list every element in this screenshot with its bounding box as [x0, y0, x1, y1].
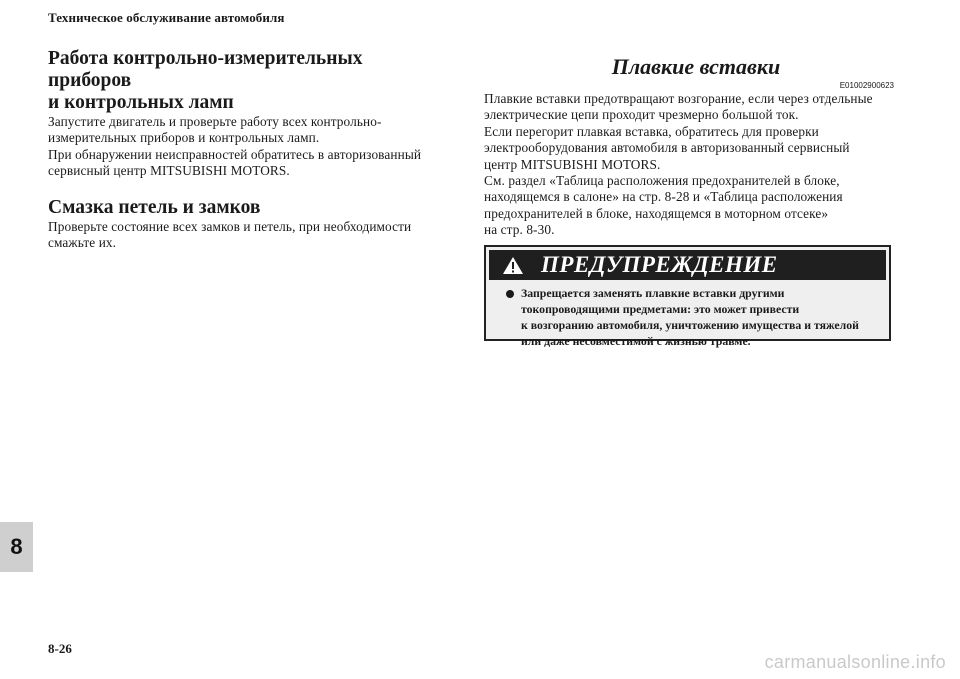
body-line: центр MITSUBISHI MOTORS. — [484, 156, 661, 172]
section-body-instruments — [48, 114, 440, 180]
section-title-hinges: Смазка петель и замков — [48, 196, 261, 218]
body-line: электрооборудования автомобиля в авторизованный сервисный — [484, 140, 850, 156]
running-header: Техническое обслуживание автомобиля — [48, 10, 285, 25]
warning-body — [486, 283, 889, 349]
warning-line: к возгоранию автомобиля, уничтожению имущества и тяжелой — [521, 318, 859, 332]
document-code: E01002900623 — [839, 81, 894, 90]
warning-triangle-icon — [502, 256, 524, 275]
section-title-line: Работа контрольно-измерительных приборов — [48, 48, 363, 91]
watermark: carmanualsonline.info — [764, 652, 946, 672]
section-title-instruments — [48, 48, 440, 114]
bullet-icon — [506, 290, 514, 298]
section-title-line: и контрольных ламп — [48, 92, 234, 113]
body-line: Плавкие вставки предотвращают возгорание, если через отдельные — [484, 91, 873, 106]
body-line: находящемся в салоне» на стр. 8-28 и «Таблица расположения — [484, 189, 843, 205]
section-body-hinges — [48, 219, 440, 252]
warning-line: или даже несовместимой с жизнью травме. — [521, 334, 751, 348]
body-line: измерительных приборов и контрольных ламп. — [48, 130, 320, 146]
page-title-fuses: Плавкие вставки — [611, 54, 781, 79]
left-column — [48, 48, 440, 251]
body-line: См. раздел «Таблица расположения предохранителей в блоке, — [484, 173, 840, 189]
body-line: смажьте их. — [48, 235, 117, 251]
body-line: предохранителей в блоке, находящемся в моторном отсеке» — [484, 205, 829, 221]
body-line: Запустите двигатель и проверьте работу всех контрольно- — [48, 114, 382, 129]
warning-line: Запрещается заменять плавкие вставки другими — [521, 286, 785, 300]
right-column — [484, 54, 894, 239]
body-line: Если перегорит плавкая вставка, обратитесь для проверки — [484, 123, 819, 139]
page-number: 8-26 — [48, 641, 72, 656]
body-line: на стр. 8-30. — [484, 222, 555, 238]
warning-line: токопроводящими предметами: это может привести — [521, 302, 800, 316]
body-line: При обнаружении неисправностей обратитесь в авторизованный — [48, 146, 422, 162]
chapter-tab: 8 — [0, 522, 33, 572]
body-line: сервисный центр MITSUBISHI MOTORS. — [48, 163, 290, 179]
body-line: Проверьте состояние всех замков и петель, при необходимости — [48, 218, 412, 234]
body-line: электрические цепи проходит чрезмерно большой ток. — [484, 107, 799, 123]
warning-title: ПРЕДУПРЕЖДЕНИЕ — [541, 252, 778, 277]
section-body-fuses — [484, 91, 894, 239]
warning-box — [484, 245, 891, 348]
warning-header — [489, 250, 886, 280]
